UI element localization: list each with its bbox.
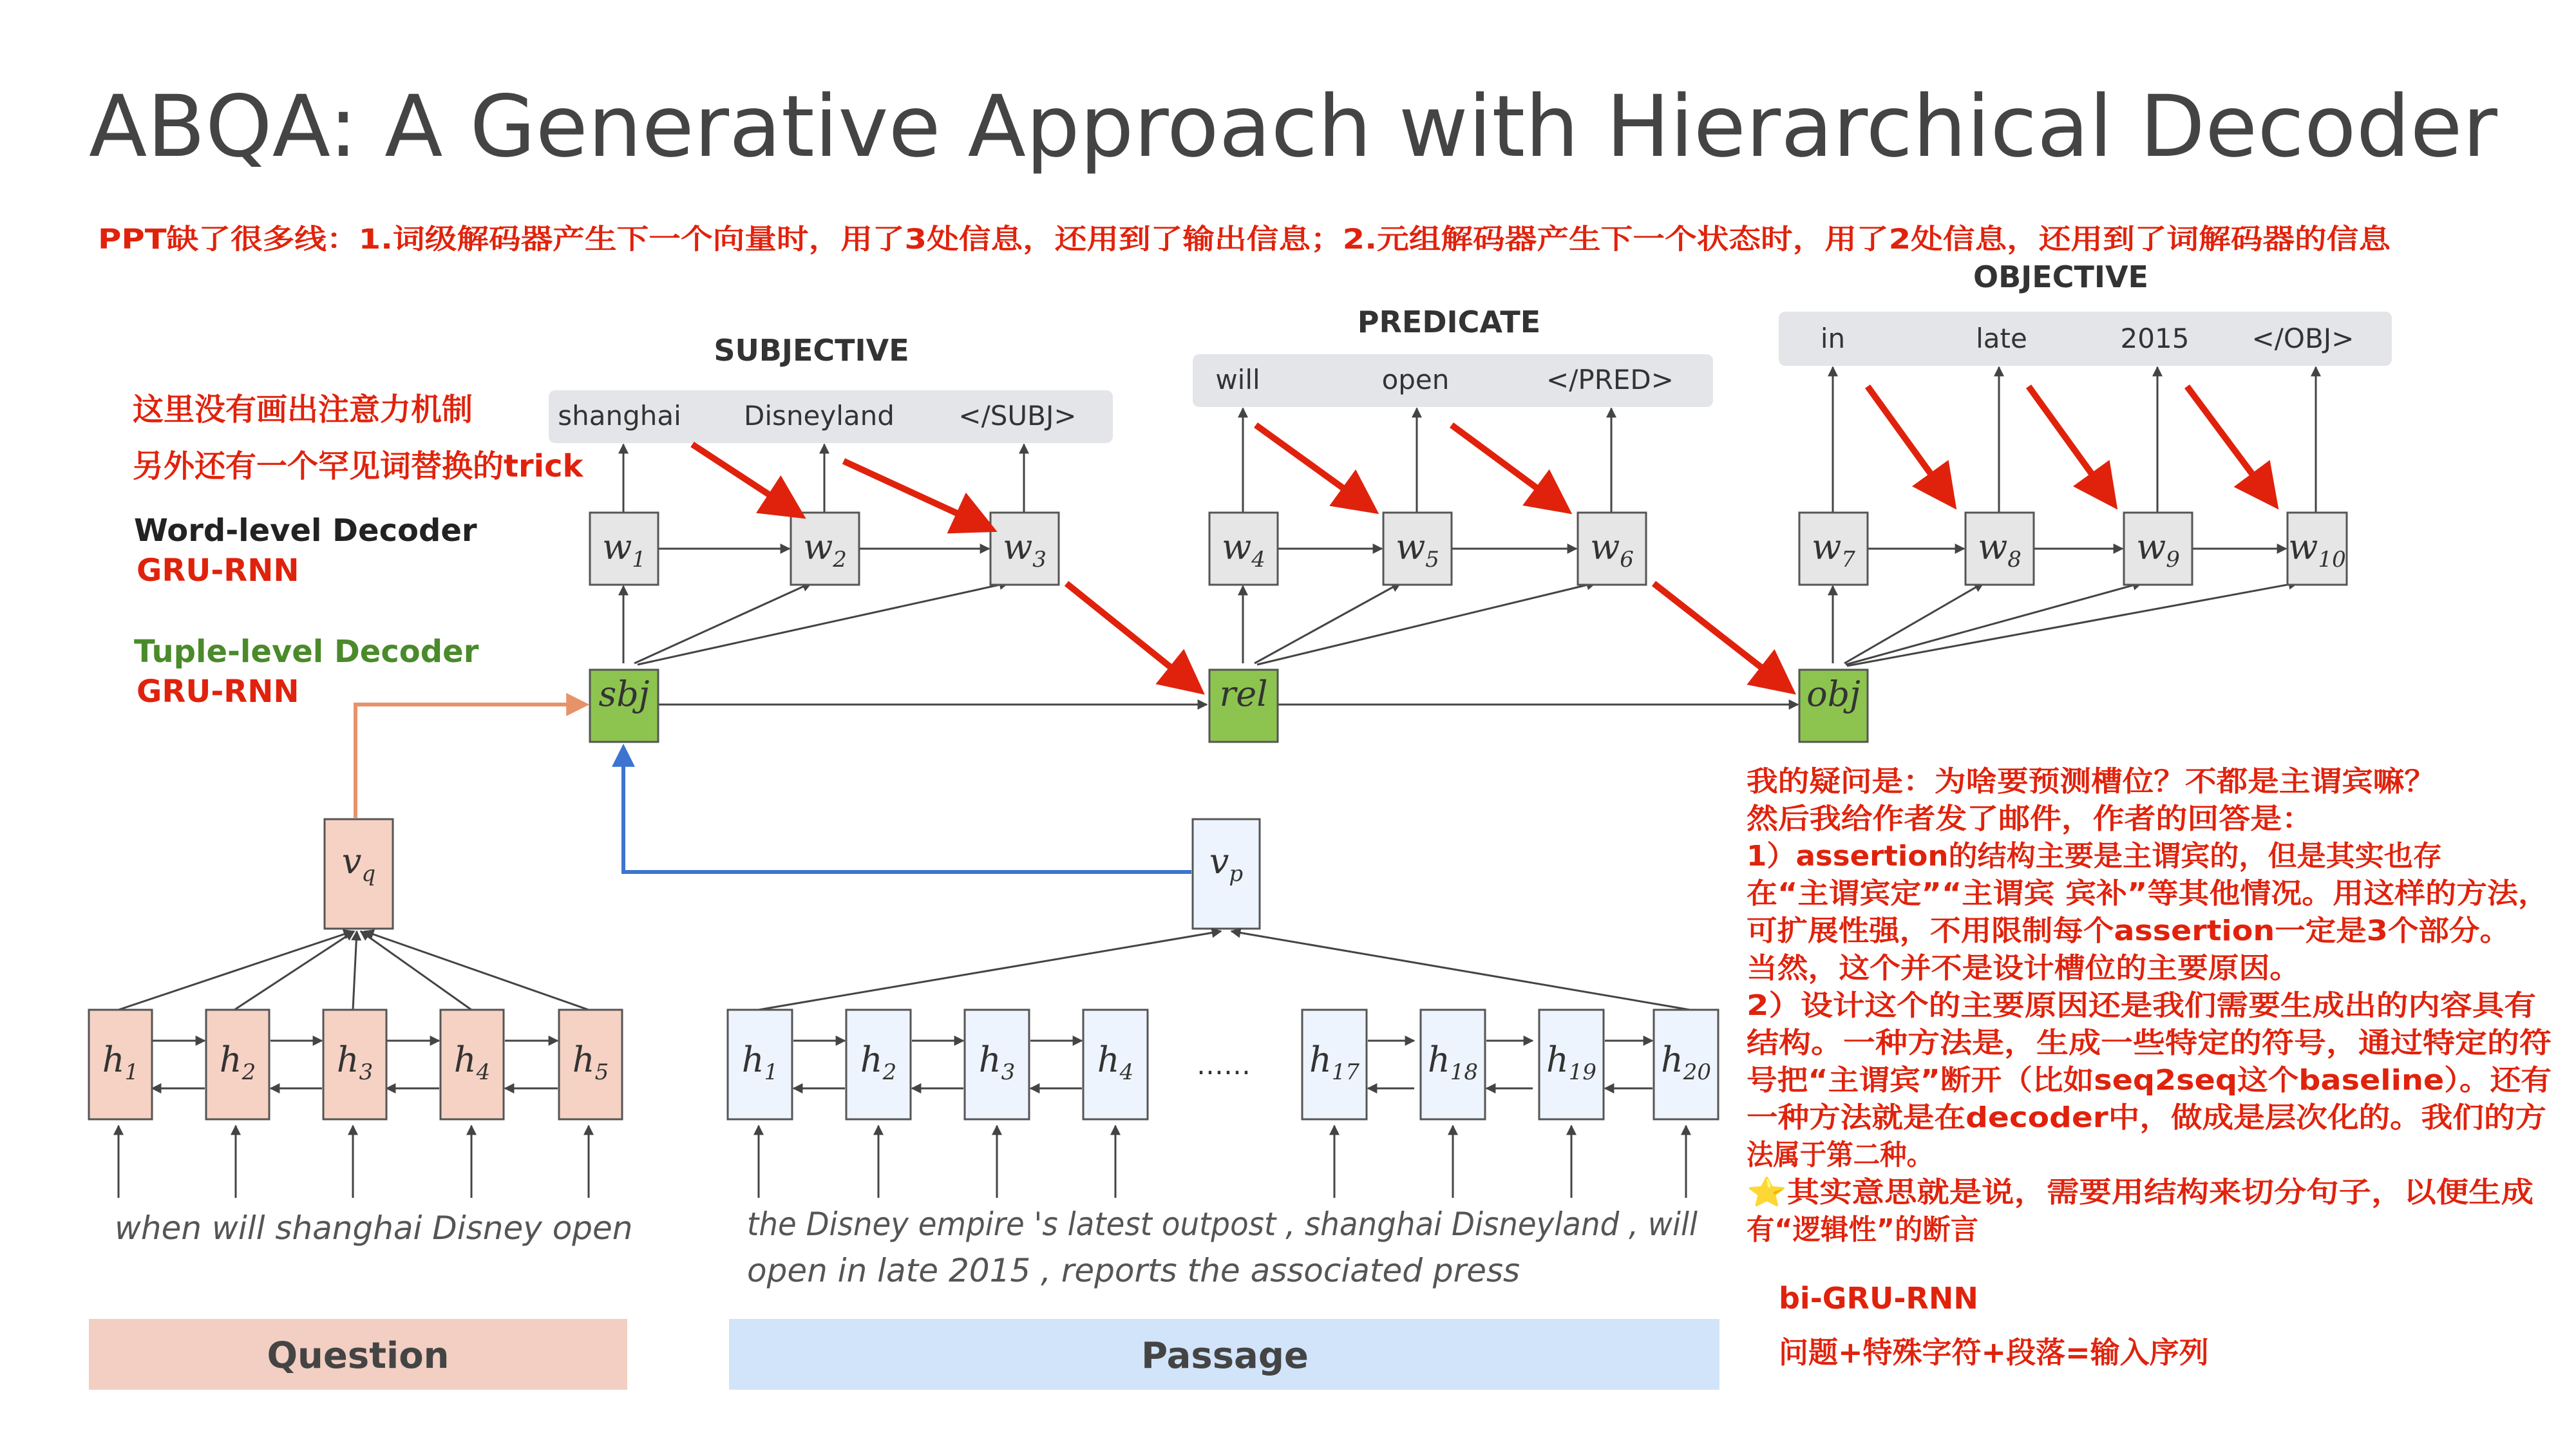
tuple-node-rel: rel xyxy=(1219,674,1268,714)
passage-ellipsis: …… xyxy=(1197,1049,1251,1081)
node-w9: $w_9$ xyxy=(2136,527,2180,573)
node-w4: $w_4$ xyxy=(1222,527,1265,573)
right-note-line-6: 当然，这个并不是设计槽位的主要原因。 xyxy=(1747,952,2300,985)
question-node-h3: $h_3$ xyxy=(336,1039,374,1085)
passage-node-h17: $h_{17}$ xyxy=(1309,1039,1360,1085)
output-word-end-pred: </PRED> xyxy=(1546,364,1674,395)
predicate-title: PREDICATE xyxy=(1357,305,1541,339)
node-w10: $w_{10}$ xyxy=(2288,527,2346,573)
output-word-end-subj: </SUBJ> xyxy=(958,400,1077,431)
word-level-decoder-label: Word-level Decoder xyxy=(134,513,477,549)
question-node-h2: $h_2$ xyxy=(219,1039,256,1085)
output-word-shanghai: shanghai xyxy=(558,400,681,431)
output-word-in: in xyxy=(1820,323,1846,354)
right-note-line-3: 1）assertion的结构主要是主谓宾的，但是其实也存 xyxy=(1747,840,2442,873)
right-notes xyxy=(1747,765,2552,1246)
passage-node-h2: $h_2$ xyxy=(860,1039,897,1085)
right-note-line-10: 一种方法就是在decoder中，做成是层次化的。我们的方 xyxy=(1747,1101,2546,1134)
passage-node-h3: $h_3$ xyxy=(978,1039,1016,1085)
right-note-line-12: ⭐其实意思就是说，需要用结构来切分句子，以便生成 xyxy=(1747,1176,2533,1209)
right-note-line-9: 号把“主谓宾”断开（比如seq2seq这个baseline）。还有 xyxy=(1747,1064,2552,1097)
passage-node-h20: $h_{20}$ xyxy=(1660,1039,1712,1085)
passage-node-h18: $h_{18}$ xyxy=(1427,1039,1479,1085)
right-note-line-11: 法属于第二种。 xyxy=(1747,1139,1933,1171)
passage-node-h1: $h_1$ xyxy=(741,1039,779,1085)
right-note-line-7: 2）设计这个的主要原因还是我们需要生成出的内容具有 xyxy=(1747,989,2536,1022)
right-note-line-1: 我的疑问是：为啥要预测槽位？不都是主谓宾嘛？ xyxy=(1747,765,2436,798)
left-note-rare-word: 另外还有一个罕见词替换的trick xyxy=(133,448,583,484)
node-w7: $w_7$ xyxy=(1812,527,1855,573)
node-w8: $w_8$ xyxy=(1978,527,2022,573)
question-node-h4: $h_4$ xyxy=(453,1039,491,1085)
node-w2: $w_2$ xyxy=(803,527,847,573)
left-note-attention: 这里没有画出注意力机制 xyxy=(133,392,473,428)
passage-input-line-2: open in late 2015 , reports the associated press xyxy=(747,1252,1520,1289)
tuple-node-obj: obj xyxy=(1806,674,1861,714)
right-note-line-4: 在“主谓宾定”“主谓宾 宾补”等其他情况。用这样的方法， xyxy=(1747,877,2549,910)
passage-input-line-1: the Disney empire 's latest outpost , shanghai Disneyland , will xyxy=(747,1206,1698,1243)
tuple-node-sbj: sbj xyxy=(598,674,650,714)
node-vp: $v_p$ xyxy=(1209,841,1244,887)
node-vq: $v_q$ xyxy=(341,841,376,887)
tuple-decoder-type-label: GRU-RNN xyxy=(137,674,299,710)
subjective-title: SUBJECTIVE xyxy=(714,333,909,368)
top-red-note: PPT缺了很多线：1.词级解码器产生下一个向量时，用了3处信息，还用到了输出信息；2.元组解码器产生下一个状态时，用了2处信息，还用到了词解码器的信息 xyxy=(98,223,2392,256)
question-node-h1: $h_1$ xyxy=(102,1039,139,1085)
right-note-line-2: 然后我给作者发了邮件，作者的回答是： xyxy=(1747,802,2313,835)
right-note-line-8: 结构。一种方法是，生成一些特定的符号，通过特定的符 xyxy=(1747,1027,2552,1059)
passage-node-h4: $h_4$ xyxy=(1097,1039,1134,1085)
tuple-level-decoder-label: Tuple-level Decoder xyxy=(134,634,479,670)
bottom-note-bigru: bi-GRU-RNN xyxy=(1779,1281,1978,1316)
question-input-text: when will shanghai Disney open xyxy=(115,1209,633,1247)
word-decoder-type-label: GRU-RNN xyxy=(137,553,299,589)
passage-node-h19: $h_{19}$ xyxy=(1546,1039,1597,1085)
node-w6: $w_6$ xyxy=(1590,527,1634,573)
right-note-line-5: 可扩展性强，不用限制每个assertion一定是3个部分。 xyxy=(1747,914,2510,947)
output-word-will: will xyxy=(1215,364,1260,395)
question-node-h5: $h_5$ xyxy=(572,1039,609,1085)
bottom-note-input-sequence: 问题+特殊字符+段落=输入序列 xyxy=(1779,1335,2209,1370)
slide-title: ABQA: A Generative Approach with Hierarchical Decoder xyxy=(89,77,2497,176)
node-w1: $w_1$ xyxy=(602,527,646,573)
encoder-links xyxy=(355,705,1191,872)
question-band-label: Question xyxy=(267,1335,450,1377)
output-word-disneyland: Disneyland xyxy=(744,400,895,431)
node-w5: $w_5$ xyxy=(1396,527,1439,573)
output-word-end-obj: </OBJ> xyxy=(2251,323,2354,354)
right-note-line-13: 有“逻辑性”的断言 xyxy=(1747,1213,1978,1246)
node-w3: $w_3$ xyxy=(1003,527,1046,573)
objective-title: OBJECTIVE xyxy=(1973,260,2148,294)
output-word-late: late xyxy=(1976,323,2027,354)
passage-band-label: Passage xyxy=(1141,1335,1309,1377)
output-word-open: open xyxy=(1381,364,1450,395)
output-word-2015: 2015 xyxy=(2120,323,2190,354)
